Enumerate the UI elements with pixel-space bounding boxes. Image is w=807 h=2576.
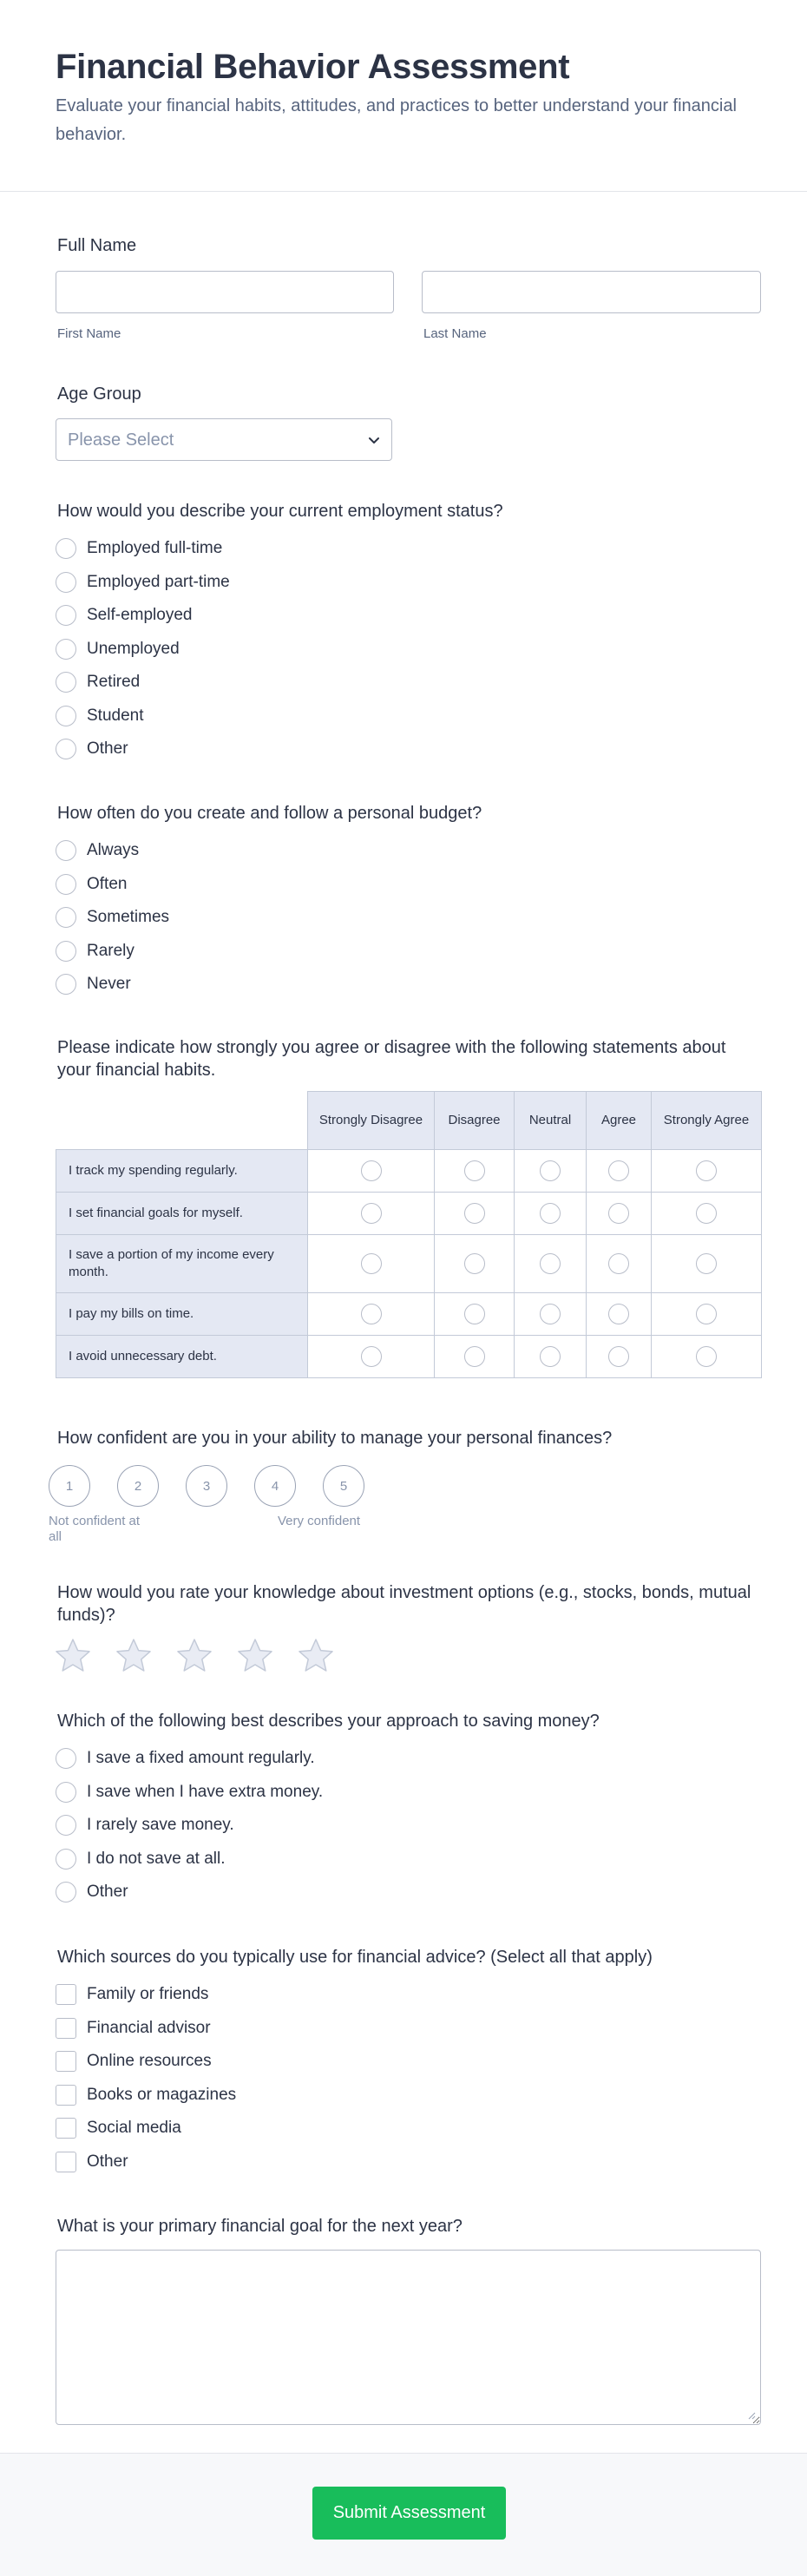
advice-option[interactable] xyxy=(56,2049,212,2073)
star-icon[interactable] xyxy=(175,1637,213,1675)
star-icon[interactable] xyxy=(115,1637,153,1675)
checkbox[interactable] xyxy=(56,2018,76,2039)
matrix-row-label: I pay my bills on time. xyxy=(56,1293,308,1336)
option-label: Online resources xyxy=(87,2052,212,2070)
option-label: I save a fixed amount regularly. xyxy=(87,1749,315,1767)
employment-option[interactable] xyxy=(56,704,144,728)
age-group-select[interactable] xyxy=(56,418,392,461)
star-icon[interactable] xyxy=(236,1637,274,1675)
radio-button[interactable] xyxy=(361,1253,382,1274)
matrix-cell[interactable] xyxy=(652,1336,762,1378)
radio-button[interactable] xyxy=(464,1203,485,1224)
radio-button[interactable] xyxy=(56,974,76,995)
advice-option[interactable] xyxy=(56,2116,181,2140)
matrix-row-label: I avoid unnecessary debt. xyxy=(56,1336,308,1378)
saving-field xyxy=(56,1710,760,1909)
scale-option-3[interactable]: 3 xyxy=(186,1465,227,1507)
radio-button[interactable] xyxy=(56,1748,76,1769)
matrix-cell[interactable] xyxy=(308,1193,435,1235)
saving-option[interactable] xyxy=(56,1847,226,1871)
radio-button[interactable] xyxy=(56,572,76,593)
age-group-select-wrap xyxy=(56,243,760,469)
radio-button[interactable] xyxy=(540,1346,561,1367)
advice-label: Which sources do you typically use for financial advice? (Select all that apply) xyxy=(57,1948,653,1967)
investment-field xyxy=(56,1581,760,1677)
budget-option[interactable] xyxy=(56,905,169,930)
radio-button[interactable] xyxy=(540,1203,561,1224)
matrix-row-label: I set financial goals for myself. xyxy=(56,1193,308,1235)
matrix-cell[interactable] xyxy=(652,1150,762,1193)
star-icon[interactable] xyxy=(54,1637,92,1675)
employment-option[interactable] xyxy=(56,570,230,595)
option-label: Financial advisor xyxy=(87,2018,211,2037)
matrix-row xyxy=(56,1235,762,1293)
budget-option[interactable] xyxy=(56,872,127,897)
saving-option[interactable] xyxy=(56,1813,234,1837)
scale-low-label: Not confident at all xyxy=(49,1514,141,1544)
matrix-row xyxy=(56,1150,762,1193)
option-label: I rarely save money. xyxy=(87,1816,234,1834)
budget-option[interactable] xyxy=(56,838,139,863)
matrix-label: Please indicate how strongly you agree or disagree with the following statements about your financial habits. xyxy=(57,1038,726,1080)
option-label: Other xyxy=(87,2152,128,2171)
employment-option[interactable] xyxy=(56,637,180,661)
matrix-cell[interactable] xyxy=(652,1193,762,1235)
first-name-sublabel: First Name xyxy=(57,326,121,341)
form-subtitle: Evaluate your financial habits, attitudes, and practices to better understand your financial behavior. xyxy=(56,96,737,144)
matrix-row-label: I save a portion of my income every month. xyxy=(56,1235,308,1293)
radio-button[interactable] xyxy=(56,907,76,928)
matrix-row-label: I track my spending regularly. xyxy=(56,1150,308,1193)
age-group-placeholder: Please Select xyxy=(68,430,174,450)
matrix-table xyxy=(56,1091,762,1378)
saving-option[interactable] xyxy=(56,1746,315,1771)
radio-button[interactable] xyxy=(464,1253,485,1274)
option-label: Often xyxy=(87,874,128,893)
matrix-cell[interactable] xyxy=(308,1235,435,1293)
submit-button[interactable]: Submit Assessment xyxy=(312,2487,506,2540)
option-label: Always xyxy=(87,841,140,859)
saving-option[interactable] xyxy=(56,1880,128,1904)
radio-button[interactable] xyxy=(608,1160,629,1181)
confidence-label: How confident are you in your ability to manage your personal finances? xyxy=(57,1429,613,1448)
investment-label: How would you rate your knowledge about investment options (e.g., stocks, bonds, mutual funds)? xyxy=(57,1583,751,1625)
radio-button[interactable] xyxy=(696,1253,717,1274)
matrix-column-header: Strongly Agree xyxy=(652,1092,762,1150)
checkbox[interactable] xyxy=(56,2118,76,2139)
budget-option[interactable] xyxy=(56,972,131,996)
radio-button[interactable] xyxy=(696,1346,717,1367)
matrix-row xyxy=(56,1336,762,1378)
matrix-cell[interactable] xyxy=(435,1193,515,1235)
employment-label: How would you describe your current employment status? xyxy=(57,502,503,521)
matrix-column-header: Neutral xyxy=(515,1092,587,1150)
budget-field xyxy=(56,802,760,1002)
employment-field xyxy=(56,500,760,760)
radio-button[interactable] xyxy=(361,1304,382,1324)
radio-button[interactable] xyxy=(464,1346,485,1367)
matrix-cell[interactable] xyxy=(587,1336,652,1378)
matrix-cell[interactable] xyxy=(587,1293,652,1336)
form-title: Financial Behavior Assessment xyxy=(56,48,570,86)
matrix-row xyxy=(56,1193,762,1235)
matrix-cell[interactable] xyxy=(435,1336,515,1378)
option-label: Retired xyxy=(87,673,141,691)
radio-button[interactable] xyxy=(361,1203,382,1224)
matrix-cell[interactable] xyxy=(652,1293,762,1336)
matrix-field xyxy=(56,1036,760,1392)
radio-button[interactable] xyxy=(361,1346,382,1367)
radio-button[interactable] xyxy=(608,1346,629,1367)
resize-handle-icon[interactable] xyxy=(747,2411,756,2420)
radio-button[interactable] xyxy=(56,1782,76,1803)
advice-option[interactable] xyxy=(56,2083,236,2107)
matrix-cell[interactable] xyxy=(587,1193,652,1235)
matrix-cell[interactable] xyxy=(308,1336,435,1378)
radio-button[interactable] xyxy=(464,1304,485,1324)
checkbox[interactable] xyxy=(56,2152,76,2172)
radio-button[interactable] xyxy=(696,1203,717,1224)
scale-option-1[interactable]: 1 xyxy=(49,1465,90,1507)
confidence-scale xyxy=(49,1465,396,1543)
scale-option-4[interactable]: 4 xyxy=(254,1465,296,1507)
matrix-cell[interactable] xyxy=(515,1193,587,1235)
full-name-label: Full Name xyxy=(57,236,137,255)
option-label: Student xyxy=(87,706,144,725)
checkbox[interactable] xyxy=(56,1984,76,2005)
option-label: Rarely xyxy=(87,941,134,960)
radio-button[interactable] xyxy=(56,739,76,759)
advice-option[interactable] xyxy=(56,1982,208,2007)
radio-button[interactable] xyxy=(56,941,76,962)
option-label: Family or friends xyxy=(87,1985,209,2003)
matrix-cell[interactable] xyxy=(652,1235,762,1293)
goal-textarea[interactable] xyxy=(56,2250,761,2425)
radio-button[interactable] xyxy=(56,874,76,895)
radio-button[interactable] xyxy=(464,1160,485,1181)
option-label: I do not save at all. xyxy=(87,1849,226,1868)
matrix-cell[interactable] xyxy=(308,1150,435,1193)
last-name-sublabel: Last Name xyxy=(423,326,487,341)
option-label: Never xyxy=(87,975,131,993)
goal-field xyxy=(56,2215,760,2432)
option-label: Employed full-time xyxy=(87,539,223,557)
matrix-cell[interactable] xyxy=(308,1293,435,1336)
radio-button[interactable] xyxy=(56,706,76,726)
radio-button[interactable] xyxy=(361,1160,382,1181)
matrix-column-header: Strongly Disagree xyxy=(308,1092,435,1150)
matrix-cell[interactable] xyxy=(435,1235,515,1293)
matrix-cell[interactable] xyxy=(587,1150,652,1193)
radio-button[interactable] xyxy=(56,840,76,861)
matrix-cell[interactable] xyxy=(515,1293,587,1336)
radio-button[interactable] xyxy=(608,1304,629,1324)
option-label: Other xyxy=(87,1883,128,1901)
saving-option[interactable] xyxy=(56,1780,323,1804)
matrix-row xyxy=(56,1293,762,1336)
employment-option[interactable] xyxy=(56,737,128,761)
advice-option[interactable] xyxy=(56,2016,211,2040)
radio-button[interactable] xyxy=(540,1253,561,1274)
radio-button[interactable] xyxy=(696,1160,717,1181)
matrix-column-header: Disagree xyxy=(435,1092,515,1150)
radio-button[interactable] xyxy=(56,1815,76,1836)
checkbox[interactable] xyxy=(56,2085,76,2106)
option-label: Employed part-time xyxy=(87,572,230,591)
advice-field xyxy=(56,1946,760,2180)
radio-button[interactable] xyxy=(608,1203,629,1224)
radio-button[interactable] xyxy=(56,639,76,660)
goal-label: What is your primary financial goal for the next year? xyxy=(57,2217,463,2236)
checkbox[interactable] xyxy=(56,2051,76,2072)
star-rating xyxy=(54,1637,349,1675)
matrix-cell[interactable] xyxy=(515,1235,587,1293)
matrix-corner xyxy=(56,1092,308,1150)
option-label: Books or magazines xyxy=(87,2085,237,2104)
form-header xyxy=(0,0,807,192)
chevron-down-icon xyxy=(365,431,383,449)
employment-option[interactable] xyxy=(56,536,222,561)
confidence-field xyxy=(49,1427,760,1544)
radio-button[interactable] xyxy=(56,605,76,626)
option-label: Social media xyxy=(87,2119,181,2137)
option-label: Other xyxy=(87,739,128,758)
age-group-label: Age Group xyxy=(57,384,141,404)
matrix-cell[interactable] xyxy=(587,1235,652,1293)
employment-option[interactable] xyxy=(56,670,140,694)
option-label: Sometimes xyxy=(87,908,170,926)
star-icon[interactable] xyxy=(297,1637,335,1675)
saving-label: Which of the following best describes your approach to saving money? xyxy=(57,1712,600,1731)
option-label: Self-employed xyxy=(87,606,193,624)
radio-button[interactable] xyxy=(608,1253,629,1274)
option-label: I save when I have extra money. xyxy=(87,1782,324,1801)
option-label: Unemployed xyxy=(87,639,180,658)
radio-button[interactable] xyxy=(540,1304,561,1324)
radio-button[interactable] xyxy=(56,1882,76,1902)
advice-option[interactable] xyxy=(56,2150,128,2174)
matrix-cell[interactable] xyxy=(435,1293,515,1336)
budget-label: How often do you create and follow a personal budget? xyxy=(57,804,482,823)
radio-button[interactable] xyxy=(56,1849,76,1870)
radio-button[interactable] xyxy=(56,538,76,559)
matrix-cell[interactable] xyxy=(515,1336,587,1378)
scale-option-5[interactable]: 5 xyxy=(323,1465,364,1507)
budget-option[interactable] xyxy=(56,939,134,963)
radio-button[interactable] xyxy=(540,1160,561,1181)
scale-high-label: Very confident xyxy=(278,1514,361,1528)
scale-option-2[interactable]: 2 xyxy=(117,1465,159,1507)
matrix-cell[interactable] xyxy=(435,1150,515,1193)
form-footer xyxy=(0,2453,807,2576)
employment-option[interactable] xyxy=(56,603,192,628)
matrix-column-header: Agree xyxy=(587,1092,652,1150)
radio-button[interactable] xyxy=(696,1304,717,1324)
matrix-cell[interactable] xyxy=(515,1150,587,1193)
radio-button[interactable] xyxy=(56,672,76,693)
